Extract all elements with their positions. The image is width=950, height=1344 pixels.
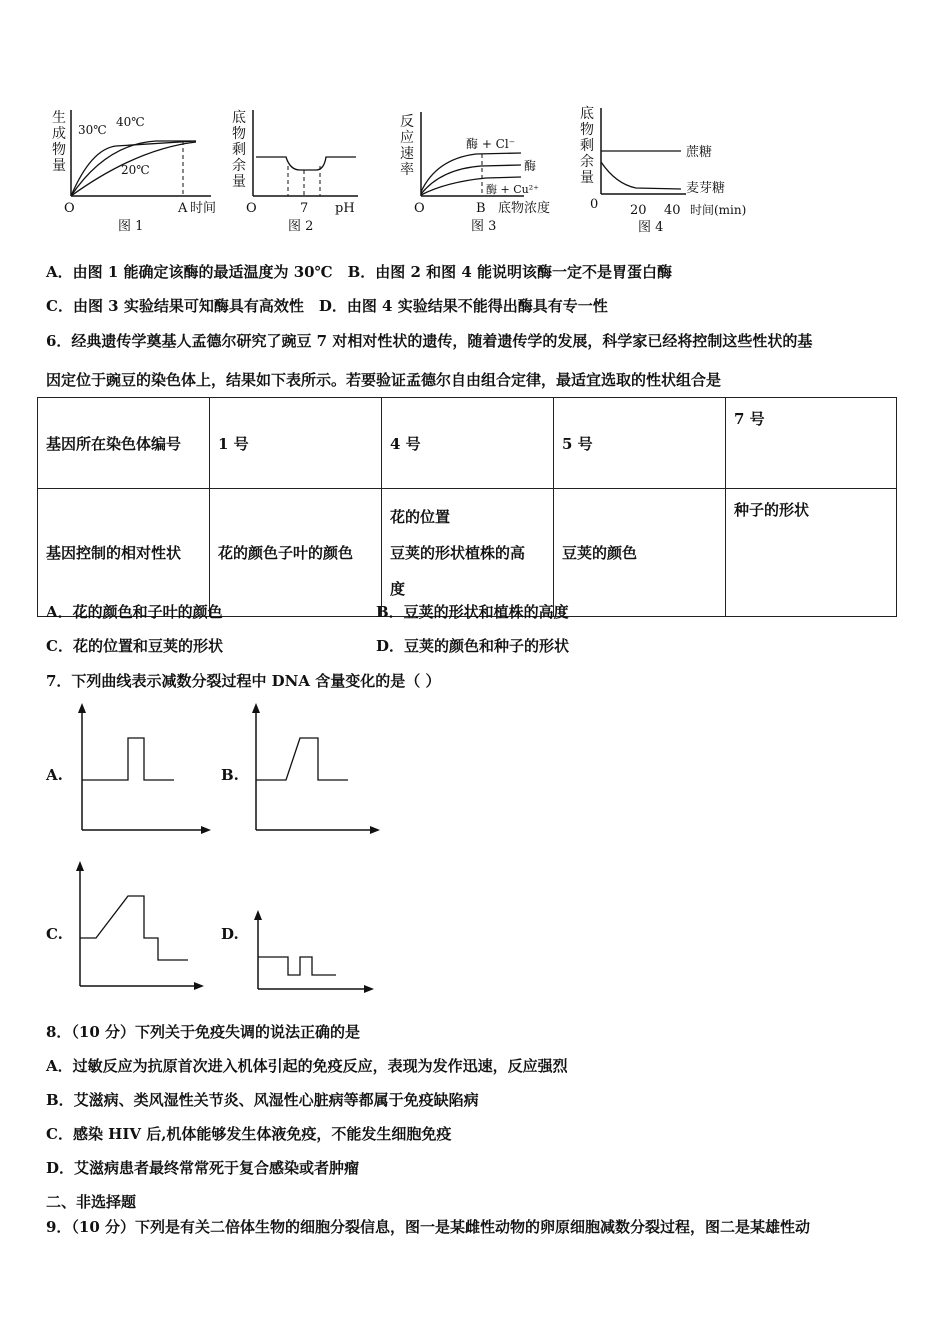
- fig3-ylabel-char: 速: [400, 146, 414, 162]
- q6-stem-line1: 6．经典遗传学奠基人孟德尔研究了豌豆 7 对相对性状的遗传，随着遗传学的发展，科学家已经将控制这些性状的基: [46, 332, 813, 350]
- q7-label-c: C.: [46, 925, 63, 943]
- table-cell: 1 号: [210, 398, 382, 489]
- table-cell-line: 豆荚的形状植株的高: [390, 543, 526, 562]
- q6-option-b: B．豆荚的形状和植株的高度: [376, 603, 569, 621]
- fig4-origin: 0: [590, 197, 599, 212]
- fig4-ylabel: [580, 105, 594, 186]
- fig1-ylabel-char: 量: [52, 158, 66, 174]
- fig1-curve-label-40: 40℃: [116, 115, 145, 129]
- q7-label-d: D.: [221, 925, 239, 943]
- figure-1: [46, 104, 232, 240]
- fig2-tick: 7: [300, 201, 309, 216]
- fig2-ylabel-char: 余: [232, 158, 246, 174]
- table-cell: 4 号: [382, 398, 554, 489]
- q6-option-a: A．花的颜色和子叶的颜色: [46, 603, 223, 621]
- fig4-curve-label-maltose: 麦芽糖: [686, 181, 726, 196]
- q7-graph-a: [74, 700, 214, 836]
- fig2-origin: O: [246, 201, 257, 216]
- fig2-caption: 图 2: [288, 219, 314, 234]
- figure-3: [396, 104, 576, 240]
- q9-stem: 9．（10 分）下列是有关二倍体生物的细胞分裂信息，图一是某雌性动物的卵原细胞减数分裂过程，图二是某雄性动: [46, 1218, 811, 1236]
- q7-graph-c: [72, 858, 212, 994]
- section-title: 二、非选择题: [46, 1193, 137, 1211]
- q7a-curve: [82, 738, 174, 780]
- fig1-origin: O: [64, 201, 75, 216]
- fig1-ylabel-char: 生: [52, 110, 66, 126]
- q6-option-c: C．花的位置和豆荚的形状: [46, 637, 223, 655]
- q7d-curve: [258, 957, 336, 975]
- fig3-ylabel-char: 反: [400, 114, 414, 130]
- fig1-tick: A: [178, 201, 188, 216]
- q7-graph-d: [250, 905, 380, 995]
- fig3-caption: 图 3: [471, 219, 497, 234]
- fig3-origin: O: [414, 201, 425, 216]
- q8-stem: 8．（10 分）下列关于免疫失调的说法正确的是: [46, 1023, 361, 1041]
- fig1-curve-label-30: 30℃: [78, 123, 107, 137]
- fig3-tick: B: [476, 201, 486, 216]
- fig1-xlabel: 时间: [190, 201, 217, 216]
- table-row: [38, 398, 897, 489]
- fig4-ylabel-char: 底: [580, 106, 594, 122]
- q8-option-d: D．艾滋病患者最终常常死于复合感染或者肿瘤: [46, 1159, 360, 1177]
- fig1-ylabel-char: 物: [52, 142, 66, 158]
- fig4-curve-maltose: [601, 162, 681, 189]
- q8-option-c: C．感染 HIV 后,机体能够发生体液免疫，不能发生细胞免疫: [46, 1125, 452, 1143]
- fig3-curve-label-enzyme: 酶: [524, 159, 537, 173]
- q8-option-b: B．艾滋病、类风湿性关节炎、风湿性心脏病等都属于免疫缺陷病: [46, 1091, 479, 1109]
- fig3-curve-label-cu: 酶 + Cu²⁺: [486, 183, 539, 196]
- fig2-xlabel: pH: [335, 201, 355, 216]
- table-cell: [382, 489, 554, 617]
- fig2-ylabel-char: 剩: [232, 142, 246, 158]
- q8-option-a: A．过敏反应为抗原首次进入机体引起的免疫反应，表现为发作迅速，反应强烈: [46, 1057, 568, 1075]
- fig4-tick: 40: [664, 203, 681, 218]
- table-cell: 种子的形状: [726, 489, 897, 617]
- q7a-x-arrow: [201, 826, 211, 834]
- fig3-ylabel-char: 率: [400, 162, 414, 178]
- q7b-y-arrow: [252, 703, 260, 713]
- fig3-ylabel: [400, 114, 414, 178]
- table-cell-line: 度: [390, 579, 406, 598]
- table-cell-line: 花的位置: [390, 507, 451, 526]
- table-cell: 5 号: [554, 398, 726, 489]
- table-cell: 基因控制的相对性状: [38, 489, 210, 617]
- gene-table: [37, 397, 897, 617]
- q7d-y-arrow: [254, 910, 262, 920]
- fig3-ylabel-char: 应: [400, 130, 414, 146]
- fig4-caption: 图 4: [638, 220, 664, 235]
- fig4-ylabel-char: 量: [580, 170, 594, 186]
- q6-stem-line2: 因定位于豌豆的染色体上，结果如下表所示。若要验证孟德尔自由组合定律，最适宜选取的性状组合是: [46, 371, 722, 389]
- fig2-ylabel-char: 量: [232, 174, 246, 190]
- fig3-xlabel: 底物浓度: [498, 201, 551, 216]
- figure-4: [576, 104, 772, 240]
- q7c-curve: [80, 896, 188, 960]
- q5-options-line2: C．由图 3 实验结果可知酶具有高效性 D．由图 4 实验结果不能得出酶具有专一性: [46, 297, 608, 315]
- fig1-ylabel: [52, 109, 66, 174]
- figure-2: [228, 104, 378, 240]
- fig2-curve: [256, 157, 356, 170]
- fig4-tick: 20: [630, 203, 647, 218]
- fig1-caption: 图 1: [118, 219, 144, 234]
- fig1-curve-label-20: 20℃: [121, 163, 150, 177]
- q7a-y-arrow: [78, 703, 86, 713]
- q7b-x-arrow: [370, 826, 380, 834]
- table-cell: 豆荚的颜色: [554, 489, 726, 617]
- fig2-ylabel: [232, 109, 246, 190]
- fig2-ylabel-char: 物: [232, 126, 246, 142]
- fig1-ylabel-char: 成: [52, 126, 66, 142]
- q6-option-d: D．豆荚的颜色和种子的形状: [376, 637, 570, 655]
- fig4-curve-label-sucrose: 蔗糖: [686, 145, 713, 160]
- fig4-xlabel: 时间(min): [690, 203, 747, 217]
- q7-label-b: B.: [221, 766, 239, 784]
- q7-stem: 7．下列曲线表示减数分裂过程中 DNA 含量变化的是（ ）: [46, 672, 441, 690]
- table-cell: 花的颜色子叶的颜色: [210, 489, 382, 617]
- fig2-ylabel-char: 底: [232, 110, 246, 126]
- fig4-ylabel-char: 剩: [580, 138, 594, 154]
- table-cell: 7 号: [726, 398, 897, 489]
- fig4-ylabel-char: 物: [580, 122, 594, 138]
- fig3-curve-label-cl: 酶 + Cl⁻: [466, 137, 516, 151]
- q5-options-line1: A．由图 1 能确定该酶的最适温度为 30℃ B．由图 2 和图 4 能说明该酶一定不是胃蛋白酶: [46, 263, 673, 281]
- q7c-y-arrow: [76, 861, 84, 871]
- q7-label-a: A.: [46, 766, 63, 784]
- q7c-x-arrow: [194, 982, 204, 990]
- table-row: [38, 489, 897, 617]
- fig4-ylabel-char: 余: [580, 154, 594, 170]
- q7d-x-arrow: [364, 985, 374, 993]
- q7-graph-b: [248, 700, 388, 836]
- q7b-curve: [256, 738, 348, 780]
- table-cell: 基因所在染色体编号: [38, 398, 210, 489]
